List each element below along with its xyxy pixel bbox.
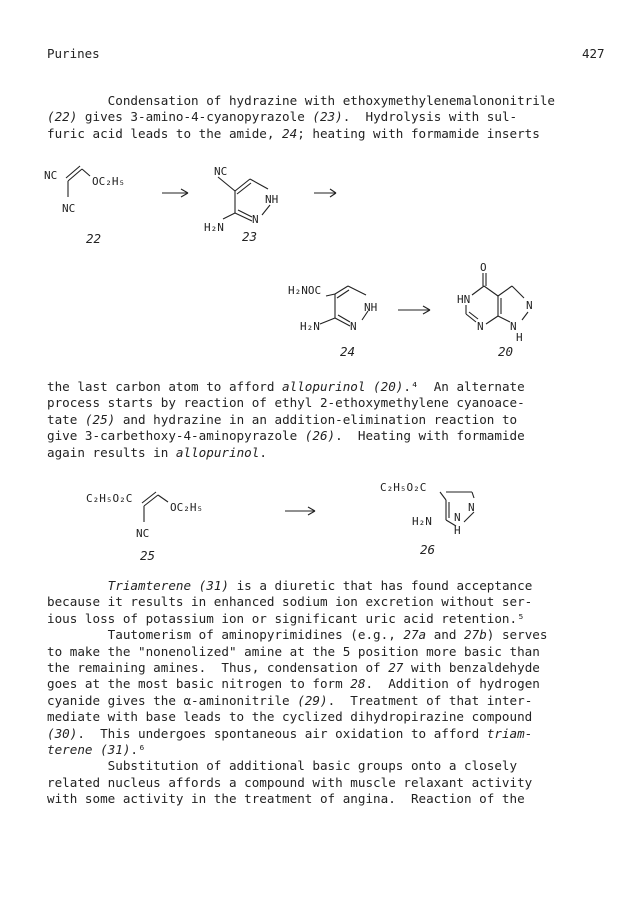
text-line: Condensation of hydrazine with ethoxymethylenemalononitrile bbox=[47, 93, 555, 108]
compound-25-structure bbox=[142, 492, 168, 522]
compound-24-h2n: H₂N bbox=[300, 320, 320, 333]
compound-23-h2n: H₂N bbox=[204, 221, 224, 234]
compound-20-label: 20 bbox=[498, 344, 514, 359]
compound-20-o: O bbox=[480, 261, 487, 274]
text-line: the last carbon atom to afford allopurinol (20).⁴ An alternate bbox=[47, 379, 525, 394]
compound-24-nh: NH bbox=[364, 301, 378, 314]
compound-20-n-bottom: N bbox=[477, 320, 484, 333]
compound-23-nh: NH bbox=[265, 193, 279, 206]
text-line: tate (25) and hydrazine in an addition-elimination reaction to bbox=[47, 411, 518, 427]
text-line: furic acid leads to the amide, 24; heating with formamide inserts bbox=[47, 125, 540, 141]
compound-20-n-right: N bbox=[526, 299, 533, 312]
compound-24-label: 24 bbox=[340, 344, 356, 359]
text-line: again results in allopurinol. bbox=[47, 444, 267, 460]
compound-26-h: H bbox=[454, 524, 461, 537]
compound-20-structure bbox=[466, 273, 528, 324]
text-line: ious loss of potassium ion or significant uric acid retention.⁵ bbox=[47, 610, 525, 626]
compound-22-label: 22 bbox=[86, 231, 102, 246]
compound-22-nc-top: NC bbox=[44, 169, 58, 182]
text-line: to make the "nonenolized" amine at the 5 position more basic than bbox=[47, 643, 540, 659]
compound-23-n: N bbox=[252, 213, 259, 226]
compound-24-structure bbox=[320, 286, 368, 326]
scheme-24-to-20 bbox=[280, 258, 550, 366]
compound-22-oc2h5: OC₂H₅ bbox=[92, 175, 126, 188]
paragraph-2 bbox=[47, 379, 607, 461]
compound-26-n-ring: N bbox=[454, 511, 461, 524]
scheme-25-to-26 bbox=[80, 478, 520, 570]
reaction-arrow-3 bbox=[398, 306, 430, 314]
compound-20-h: H bbox=[516, 331, 523, 344]
compound-26-ester: C₂H₅O₂C bbox=[380, 481, 427, 494]
text-line: the remaining amines. Thus, condensation of 27 with benzaldehyde bbox=[47, 660, 540, 676]
text-line: terene (31).⁶ bbox=[47, 742, 146, 758]
reaction-arrow-4 bbox=[285, 507, 315, 515]
compound-24-n: N bbox=[350, 320, 357, 333]
compound-23-structure bbox=[218, 177, 270, 221]
paragraph-3 bbox=[47, 578, 607, 808]
text-line: goes at the most basic nitrogen to form 28. Addition of hydrogen bbox=[47, 676, 540, 692]
text-line: Tautomerism of aminopyrimidines (e.g., 27a and 27b) serves bbox=[47, 627, 548, 643]
running-title: Purines bbox=[47, 46, 100, 61]
text-line: give 3-carbethoxy-4-aminopyrazole (26). Heating with formamide bbox=[47, 428, 525, 444]
compound-22-nc-bottom: NC bbox=[62, 202, 76, 215]
compound-26-h2n: H₂N bbox=[412, 515, 432, 528]
text-line: with some activity in the treatment of angina. Reaction of the bbox=[47, 791, 525, 807]
paragraph-1 bbox=[47, 93, 607, 142]
text-line: process starts by reaction of ethyl 2-ethoxymethylene cyanoace- bbox=[47, 395, 525, 411]
reaction-arrow-1 bbox=[162, 189, 188, 197]
compound-24-h2noc: H₂NOC bbox=[288, 284, 322, 297]
compound-22-structure bbox=[66, 166, 90, 197]
text-line: mediate with base leads to the cyclized dihydropirazine compound bbox=[47, 709, 533, 725]
text-line: Substitution of additional basic groups onto a closely bbox=[47, 758, 518, 774]
compound-23-nc: NC bbox=[214, 165, 228, 178]
compound-25-ester: C₂H₅O₂C bbox=[86, 492, 133, 505]
text-line: (30). This undergoes spontaneous air oxidation to afford triam- bbox=[47, 725, 533, 741]
text-line: because it results in enhanced sodium ion excretion without ser- bbox=[47, 594, 533, 610]
compound-26-n-right: N bbox=[468, 501, 475, 514]
compound-25-oc2h5: OC₂H₅ bbox=[170, 501, 204, 514]
text-line: (22) gives 3-amino-4-cyanopyrazole (23). Hydrolysis with sul- bbox=[47, 109, 518, 125]
compound-25-label: 25 bbox=[140, 548, 156, 563]
compound-23-label: 23 bbox=[242, 229, 258, 244]
text-line: cyanide gives the α-aminonitrile (29). Treatment of that inter- bbox=[47, 692, 533, 708]
compound-20-hn: HN bbox=[457, 293, 471, 306]
compound-26-label: 26 bbox=[420, 542, 436, 557]
scheme-22-to-23 bbox=[40, 155, 370, 250]
compound-20-n-ring: N bbox=[510, 320, 517, 333]
reaction-arrow-2 bbox=[314, 189, 336, 197]
text-line: related nucleus affords a compound with muscle relaxant activity bbox=[47, 774, 533, 790]
text-line: Triamterene (31) is a diuretic that has found acceptance bbox=[107, 578, 533, 593]
page-number: 427 bbox=[582, 46, 605, 61]
compound-25-nc: NC bbox=[136, 527, 150, 540]
